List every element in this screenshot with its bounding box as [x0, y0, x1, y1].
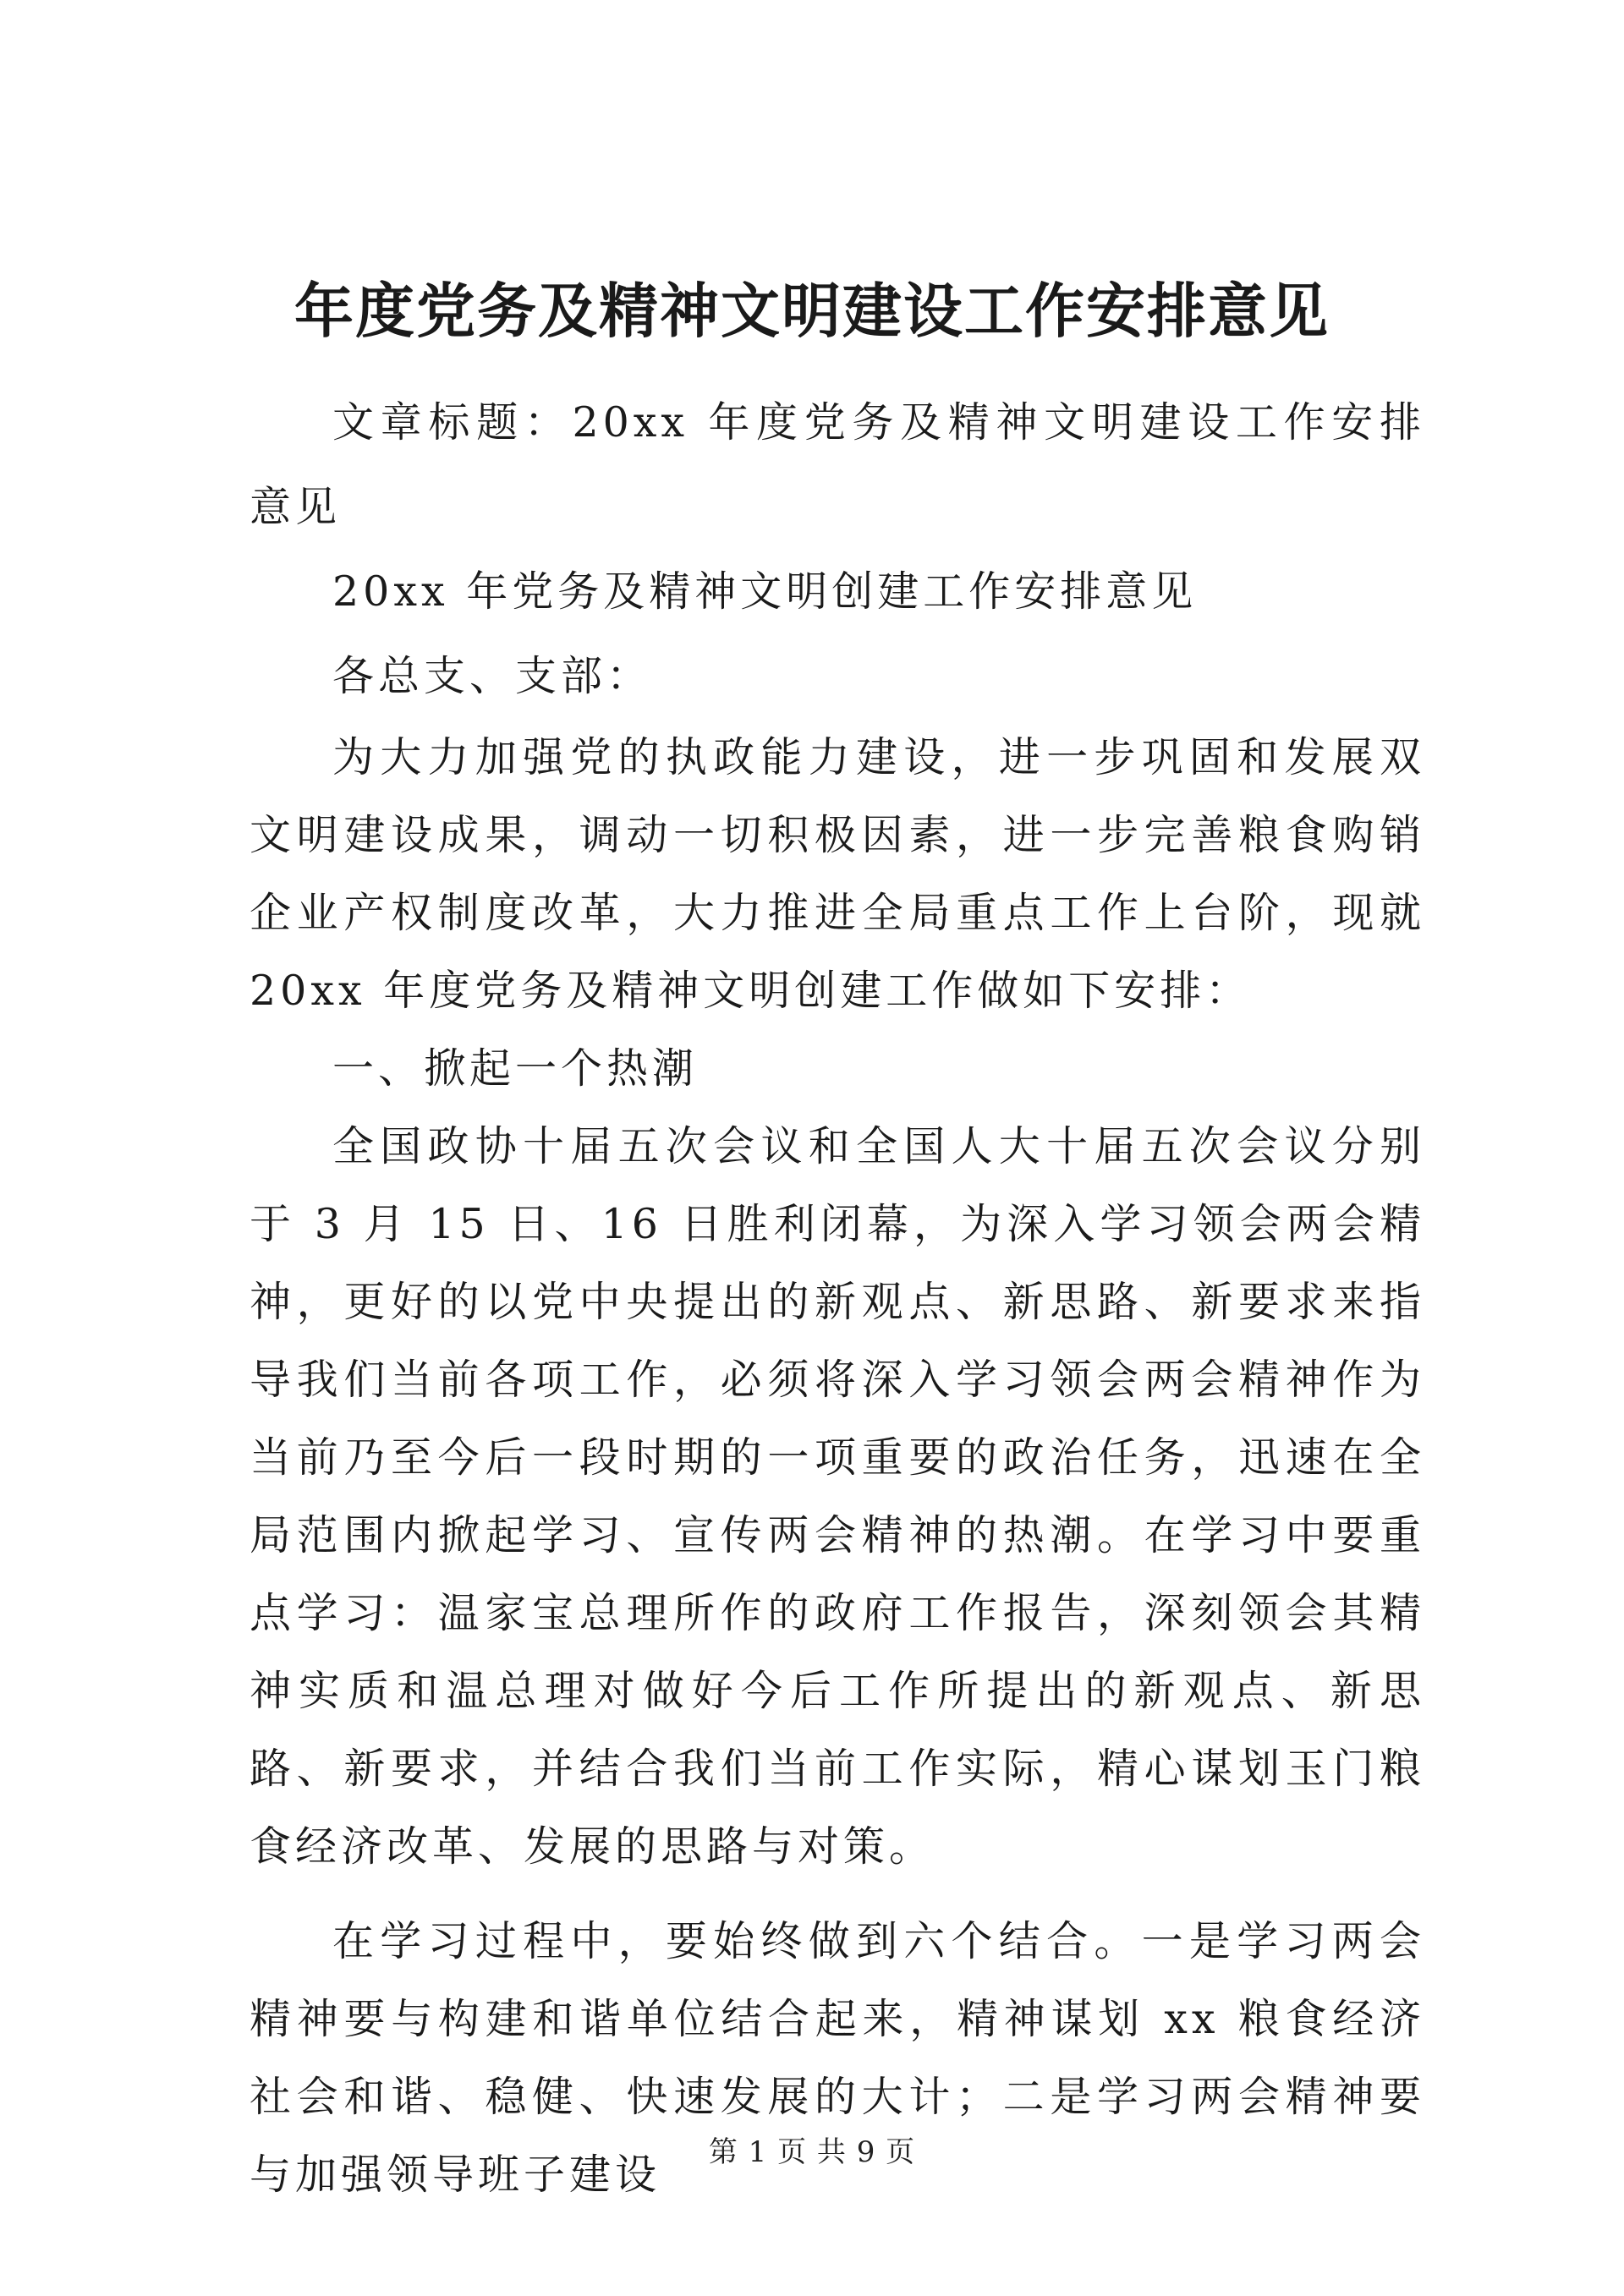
paragraph-article-title: 文章标题：20xx 年度党务及精神文明建设工作安排意见: [250, 398, 1425, 531]
section-heading-1: 一、掀起一个热潮: [332, 1044, 699, 1093]
document-title: 年度党务及精神文明建设工作安排意见: [294, 276, 1330, 346]
paragraph-intro: 为大力加强党的执政能力建设，进一步巩固和发展双文明建设成果，调动一切积极因素，进一步完善粮食购销企业产权制度改革，大力推进全局重点工作上台阶，现就 20xx 年度党务及精神文明创建工作做如下安排：: [250, 733, 1425, 1015]
paragraph-subtitle: 20xx 年党务及精神文明创建工作安排意见: [332, 567, 1198, 616]
paragraph-salutation: 各总支、支部：: [332, 652, 653, 700]
page-footer: 第 1 页 共 9 页: [708, 2135, 916, 2169]
document-body: [250, 381, 1425, 2214]
paragraph-six-combinations: 在学习过程中，要始终做到六个结合。一是学习两会精神要与构建和谐单位结合起来，精神谋划 xx 粮食经济社会和谐、稳健、快速发展的大计；二是学习两会精神要与加强领导班子建设: [250, 1917, 1425, 2199]
paragraph-section-1: 全国政协十届五次会议和全国人大十届五次会议分别于 3 月 15 日、16 日胜利闭幕，为深入学习领会两会精神，更好的以党中央提出的新观点、新思路、新要求来指导我们当前各项工作，必须将深入学习领会两会精神作为当前乃至今后一段时期的一项重要的政治任务，迅速在全局范围内掀起学习、宣传两会精神的热潮。在学习中要重点学习：温家宝总理所作的政府工作报告，深刻领会其精神实质和温总理对做好今后工作所提出的新观点、新思路、新要求，并结合我们当前工作实际，精心谋划玉门粮食经济改革、发展的思路与对策。: [250, 1122, 1425, 1871]
